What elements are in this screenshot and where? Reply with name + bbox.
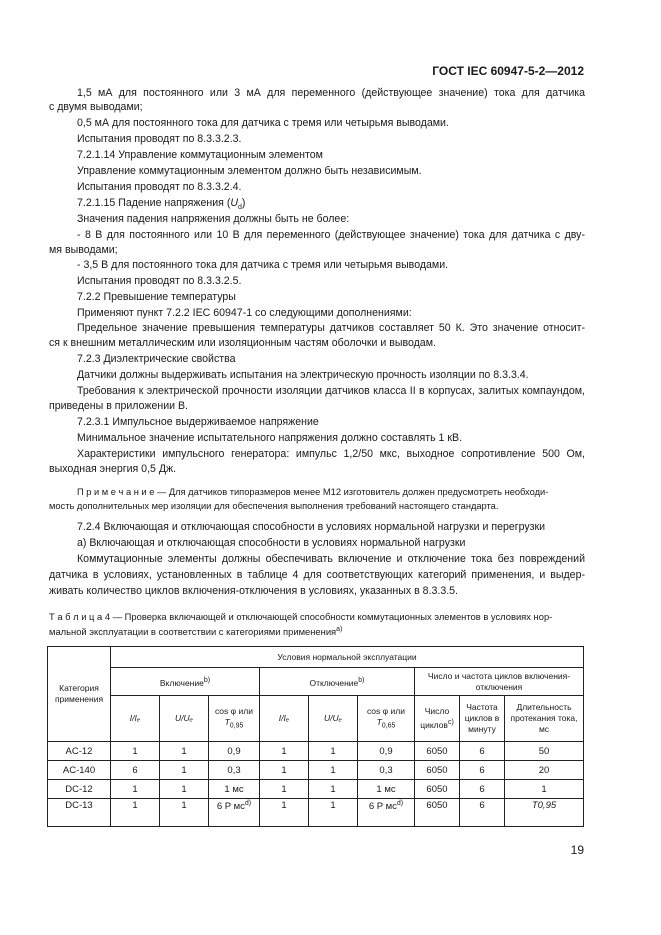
cell: 6: [460, 742, 505, 761]
cell: 1: [111, 780, 160, 799]
cell-header: I/Iₑ: [260, 696, 309, 742]
text-line: приведены в приложении В.: [49, 400, 189, 412]
text-line: Значения падения напряжения должны быть не более:: [77, 213, 350, 225]
cell: 20: [505, 761, 584, 780]
cell-header: Длительность протекания тока, мс: [505, 696, 584, 742]
cell: 6050: [415, 799, 460, 827]
cell: 1: [260, 780, 309, 799]
cell: AC-140: [48, 761, 111, 780]
cell: DC-12: [48, 780, 111, 799]
cell-header: cos φ или $T_{0,65}$: [358, 696, 415, 742]
text-line: ся к внешним металлическим или изоляционным частям оболочки и выводам.: [49, 337, 436, 349]
cell: 1: [160, 780, 209, 799]
table-caption: Т а б л и ц а 4 — Проверка включающей и отключающей способности коммутационных элементов в условиях нор-: [49, 611, 553, 622]
cell: 1: [309, 780, 358, 799]
cell-header: Число и частота циклов включения-отключения: [415, 668, 584, 696]
cell: 6050: [415, 780, 460, 799]
text-line: 1,5 мА для постоянного или 3 мА для переменного (действующее значение) тока для датчика: [77, 87, 585, 99]
cell: 1: [260, 799, 309, 827]
text-line: Управление коммутационным элементом должно быть независимым.: [77, 165, 422, 177]
text-line: Применяют пункт 7.2.2 IEC 60947-1 со следующими дополнениями:: [77, 307, 412, 319]
text-line: Испытания проводят по 8.3.3.2.3.: [77, 133, 242, 145]
section-heading: 7.2.1.14 Управление коммутационным элементом: [77, 149, 323, 161]
text-line: Коммутационные элементы должны обеспечивать включение и отключение тока без повреждений: [77, 553, 585, 565]
cell: AC-12: [48, 742, 111, 761]
cell: 0,9: [209, 742, 260, 761]
text-line: Испытания проводят по 8.3.3.2.5.: [77, 275, 242, 287]
table-row: [48, 761, 584, 780]
cell: 1: [160, 761, 209, 780]
cell: DC-13: [48, 799, 111, 827]
note-cont: мость дополнительных мер изоляции для обеспечения выполнения требований настоящего стандарта.: [49, 501, 499, 511]
cell-header: cos φ или $T_{0,95}$: [209, 696, 260, 742]
cell-header: U/Uₑ: [160, 696, 209, 742]
cell-header: Категория применения: [48, 647, 111, 742]
section-heading: 7.2.2 Превышение температуры: [77, 291, 236, 303]
cell: 6 P $мс^{d)}$: [209, 799, 260, 827]
text-line: - 3,5 В для постоянного тока для датчика с тремя или четырьмя выводами.: [77, 259, 449, 271]
cell: 6: [460, 780, 505, 799]
note: П р и м е ч а н и е — Для датчиков типоразмеров менее М12 изготовитель должен предусмотреть необходи-: [77, 487, 549, 497]
cell: 1: [505, 780, 584, 799]
text-line: выходная энергия 0,5 Дж.: [49, 463, 177, 475]
cell: 6050: [415, 761, 460, 780]
cell: 1: [160, 742, 209, 761]
cell-header: I/Iₑ: [111, 696, 160, 742]
section-heading: 7.2.4 Включающая и отключающая способности в условиях нормальной нагрузки и перегрузки: [77, 521, 546, 533]
text-line: Датчики должны выдерживать испытания на электрическую прочность изоляции по 8.3.3.4.: [77, 369, 529, 381]
text-line: с двумя выводами;: [49, 101, 143, 113]
cell: 0,9: [358, 742, 415, 761]
text-line: Характеристики импульсного генератора: импульс 1,2/50 мкс, выходное сопротивление 500 Ом,: [77, 448, 585, 460]
table-row: [48, 780, 584, 799]
table-row: [48, 742, 584, 761]
cell-header: U/Uₑ: [309, 696, 358, 742]
cell-header: Условия нормальной эксплуатации: [111, 647, 584, 668]
cell: 1: [111, 799, 160, 827]
text-line: Требования к электрической прочности изоляции датчиков класса II в корпусах, залитых компаундом,: [77, 385, 585, 397]
text-line: 0,5 мА для постоянного тока для датчика с тремя или четырьмя выводами.: [77, 117, 449, 129]
text-line: Предельное значение превышения температуры датчиков составляет 50 К. Это значение относит-: [77, 322, 585, 334]
text-line: Испытания проводят по 8.3.3.2.4.: [77, 181, 242, 193]
text-line: Минимальное значение испытательного напряжения должно составлять 1 кВ.: [77, 432, 463, 444]
page-number: 19: [570, 843, 584, 857]
cell: 1: [111, 742, 160, 761]
cell: 1 мс: [358, 780, 415, 799]
cell-header: Отключение$^{b)}$: [260, 668, 415, 696]
cell: 1: [260, 761, 309, 780]
text-line: мя выводами;: [49, 244, 118, 256]
cell: 6: [460, 761, 505, 780]
cell: 6050: [415, 742, 460, 761]
section-heading: 7.2.3 Диэлектрические свойства: [77, 353, 236, 365]
cell: T0,95: [505, 799, 584, 827]
cell: 1: [309, 761, 358, 780]
section-heading: 7.2.3.1 Импульсное выдерживаемое напряжение: [77, 416, 319, 428]
data-table: [47, 646, 584, 827]
text-line: - 8 В для постоянного или 10 В для переменного (действующее значение) тока для датчика с дву-: [77, 229, 585, 241]
cell: 0,3: [358, 761, 415, 780]
text-line: датчика в условиях, установленных в таблице 4 для соответствующих категорий применения, и выдер-: [49, 569, 585, 581]
cell: 1: [309, 799, 358, 827]
cell: 1: [260, 742, 309, 761]
cell: 1: [309, 742, 358, 761]
cell-header: Число циклов$^{c)}$: [415, 696, 460, 742]
table-row: [48, 799, 584, 827]
cell: 50: [505, 742, 584, 761]
cell-header: Включение$^{b)}$: [111, 668, 260, 696]
cell: 6: [460, 799, 505, 827]
cell: 6 P $мс^{d)}$: [358, 799, 415, 827]
text-line: а) Включающая и отключающая способности в условиях нормальной нагрузки: [77, 537, 466, 549]
cell: 0,3: [209, 761, 260, 780]
section-heading: 7.2.1.15 Падение напряжения $(U_d)$: [77, 197, 246, 212]
cell: 6: [111, 761, 160, 780]
cell: 1 мс: [209, 780, 260, 799]
table-caption-cont: мальной эксплуатации в соответствии с категориями применения$^{a)}$: [49, 626, 343, 638]
cell: 1: [160, 799, 209, 827]
text-line: живать количество циклов включения-отключения в условиях, указанных в 8.3.3.5.: [49, 585, 458, 597]
document-header: ГОСТ IEC 60947-5-2—2012: [432, 64, 584, 78]
cell-header: Частота циклов в минуту: [460, 696, 505, 742]
